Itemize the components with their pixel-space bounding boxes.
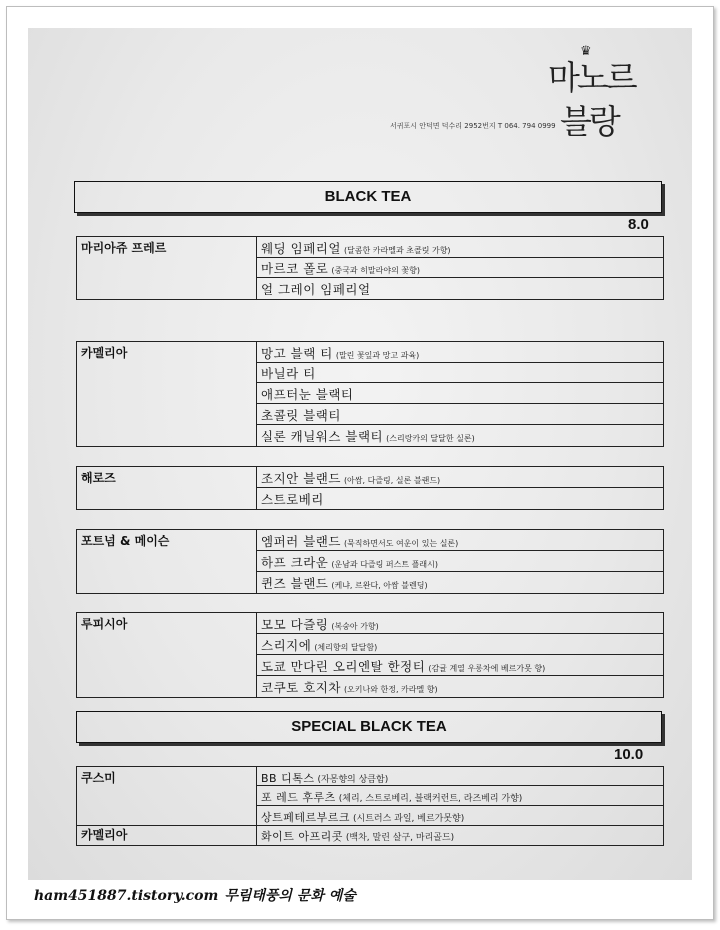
menu-item [257,613,663,634]
item-desc: (묵직하면서도 여운이 있는 실론) [343,539,459,548]
menu-item [257,278,663,299]
menu-item [257,237,663,258]
black-tea-header [74,181,662,213]
item-name: 도쿄 만다린 오리엔탈 한정티 [261,659,426,674]
menu-item [257,824,663,845]
item-name: 초콜릿 블랙티 [261,408,341,423]
item-desc: (감귤 계열 우롱차에 베르가못 향) [428,664,546,673]
menu-item [257,404,663,425]
menu-item [257,634,663,655]
item-name: 엠퍼러 블랜드 [261,534,341,549]
item-desc: (체리, 스트로베리, 블랙커런트, 라즈베리 가향) [338,794,523,804]
black-tea-title: BLACK TEA [324,188,412,205]
item-desc: (아쌈, 다즐링, 실론 블랜드) [343,476,441,485]
item-name: 스리지에 [261,638,312,653]
logo-line-1: 마노르 [548,58,635,97]
special-black-tea-title: SPECIAL BLACK TEA [291,718,447,735]
item-name: 코쿠토 호지차 [261,680,341,695]
item-name: 화이트 아프리콧 [261,830,343,843]
menu-item [257,342,663,363]
menu-item [257,383,663,404]
caption-site: ham451887.tistory.com [34,888,219,904]
item-desc: (달콤한 카라멜과 초콜릿 가향) [343,246,451,255]
special-black-tea-header [76,711,662,743]
cafe-logo [548,44,638,154]
item-desc: (말린 꽃잎과 망고 과육) [335,351,420,360]
menu-item [257,530,663,551]
item-desc: (시트러스 과일, 베르가못향) [353,814,465,824]
brand-group [76,766,664,826]
menu-item [257,363,663,383]
item-desc: (체리향의 달달함) [314,643,378,652]
black-tea-price: 8.0 [628,216,649,233]
logo-line-2: 블랑 [560,102,618,141]
brand-name: 포트넘 & 메이슨 [81,534,170,548]
special-black-tea-price: 10.0 [614,746,644,763]
item-name: 망고 블랙 티 [261,346,333,361]
blog-caption [34,885,356,905]
brand-name: 쿠스미 [81,771,116,785]
item-name: 조지안 블랜드 [261,471,341,486]
menu-item [257,467,663,488]
item-name: BB 디톡스 [261,772,315,785]
menu-item [257,786,663,806]
item-name: 퀸즈 블랜드 [261,576,329,591]
item-desc: (자몽향의 상큼함) [317,775,389,785]
brand-name: 마리아쥬 프레르 [81,241,167,255]
brand-name: 카멜리아 [81,828,128,842]
item-name: 얼 그레이 임페리얼 [261,282,371,297]
item-name: 마르코 폴로 [261,261,329,276]
menu-item [257,258,663,278]
item-desc: (운남과 다즐링 퍼스트 플래시) [331,560,438,569]
menu-item [257,488,663,509]
item-name: 포 레드 후루츠 [261,791,336,804]
brand-group [76,529,664,594]
menu-item [257,572,663,593]
item-desc: (중국과 히말라야의 꽃향) [331,266,420,275]
brand-group [76,612,664,698]
menu-item [257,425,663,446]
brand-name: 해로즈 [81,471,116,485]
item-name: 바닐라 티 [261,366,316,381]
item-desc: (백차, 말린 살구, 마리골드) [345,833,455,843]
item-desc: (오키나와 한정, 카라멜 향) [343,685,438,694]
brand-group [76,824,664,846]
brand-name: 루피시아 [81,617,128,631]
caption-blog: 무림태풍의 문화 예술 [224,888,356,904]
menu-item [257,551,663,572]
brand-group [76,341,664,447]
menu-item [257,767,663,786]
item-name: 애프터눈 블랙티 [261,387,354,402]
cafe-address: 서귀포시 안덕면 덕수리 2952번지 T 064. 794 0999 [390,122,556,130]
item-desc: (케냐, 르완다, 아쌈 블렌딩) [331,581,428,590]
item-name: 하프 크라운 [261,555,329,570]
item-name: 모모 다즐링 [261,617,329,632]
brand-group [76,466,664,510]
item-desc: (스리랑카의 달달한 실론) [386,434,475,443]
item-name: 상트페테르부르크 [261,811,351,824]
brand-name: 카멜리아 [81,346,128,360]
brand-group [76,236,664,300]
crown-icon: ♛ [580,44,592,59]
menu-item [257,655,663,676]
item-desc: (복숭아 가향) [331,622,379,631]
menu-item [257,676,663,697]
menu-item [257,806,663,825]
menu-paper [28,28,692,880]
item-name: 스트로베리 [261,492,324,507]
item-name: 웨딩 임페리얼 [261,241,341,256]
item-name: 실론 캐닐워스 블랙티 [261,429,384,444]
